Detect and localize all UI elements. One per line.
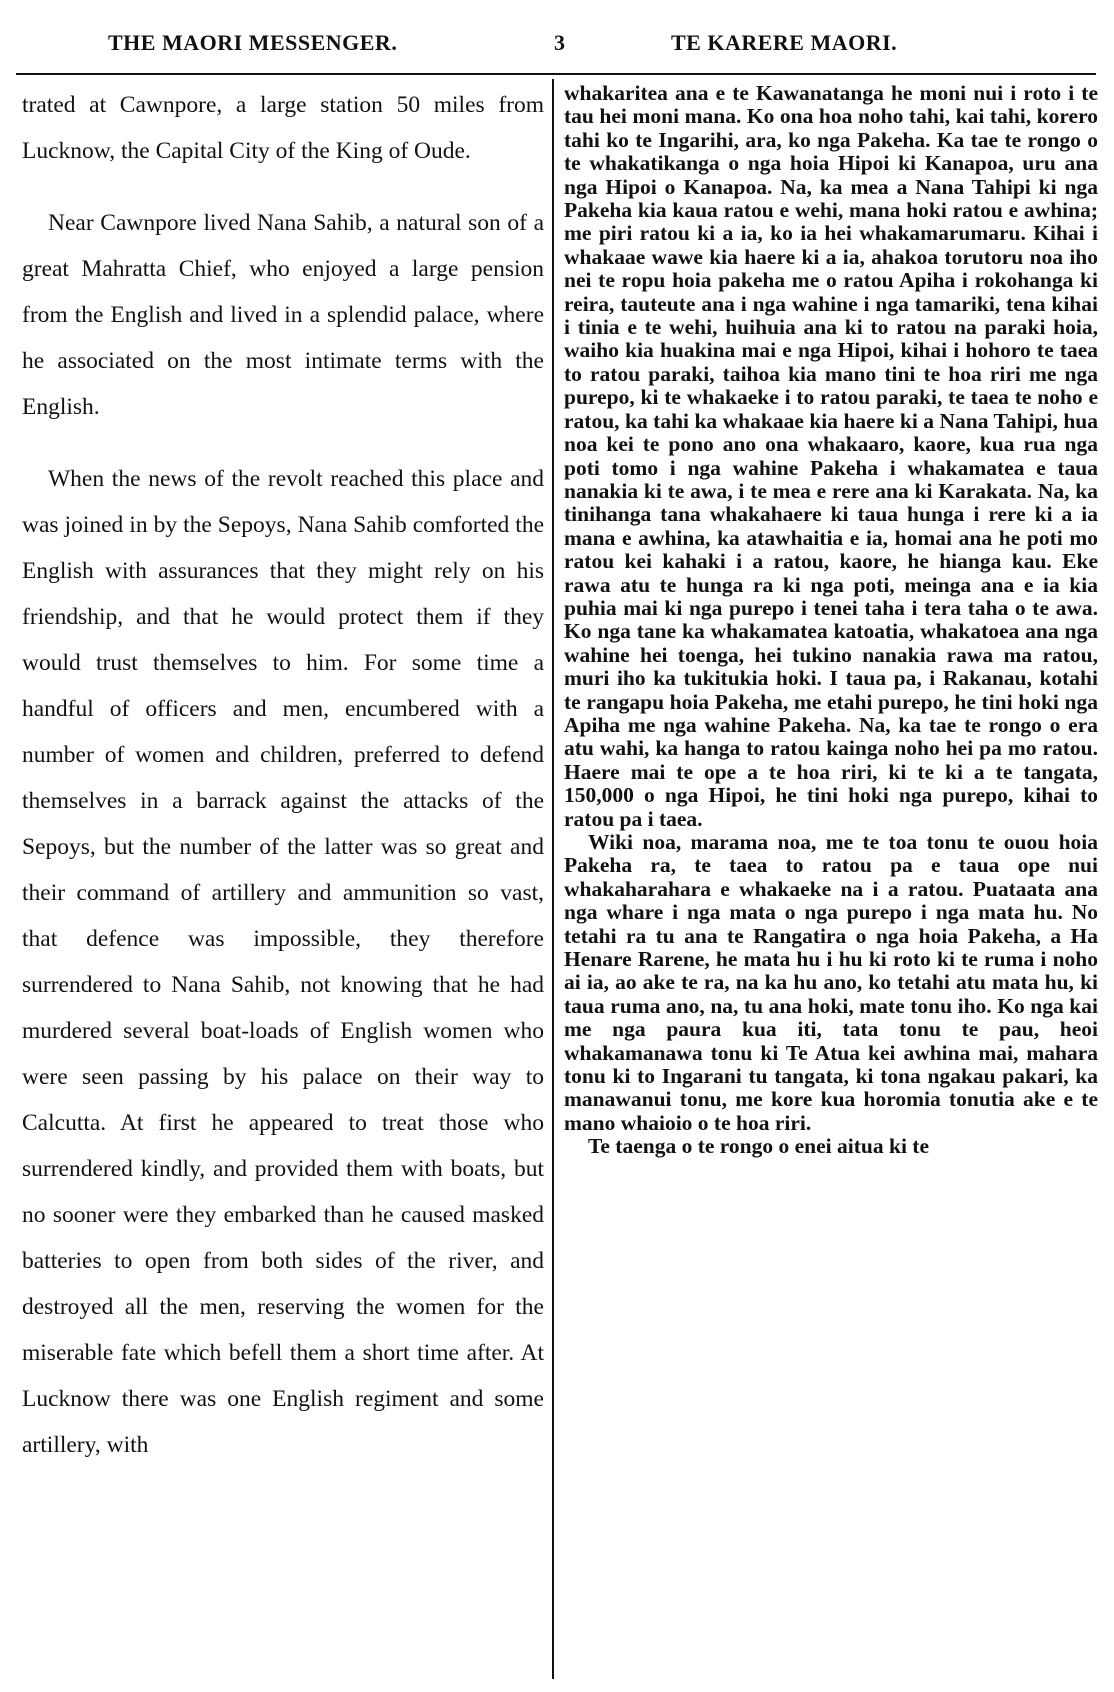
english-paragraph: Near Cawnpore lived Nana Sahib, a natural son of a great Mahratta Chief, who enjoyed a large pension from the English and lived in a splendid palace, where he associated on the most intimate terms with the English. <box>22 210 544 420</box>
maori-paragraph: Te taenga o te rongo o enei aitua ki te <box>588 1134 929 1159</box>
header-rule <box>16 73 1096 75</box>
english-paragraph: When the news of the revolt reached this place and was joined in by the Sepoys, Nana Sahib comforted the English with assurances that they might rely on his friendship, and that he would protect them if they would trust themselves to him. For some time a handful of officers and men, encumbered with a number of women and children, preferred to defend themselves in a barrack against the attacks of the Sepoys, but the number of the latter was so great and their command of artillery and ammunition so vast, that defence was impossible, they therefore surrendered to Nana Sahib, not knowing that he had murdered several boat-loads of English women who were seen passing by his palace on their way to Calcutta. At first he appeared to treat those who surrendered kindly, and provided them with boats, but no sooner were they embarked than he caused masked batteries to open from both sides of the river, and destroyed all the men, reserving the women for the miserable fate which befell them a short time after. At Lucknow there was one English regiment and some artillery, with <box>22 466 544 1458</box>
english-paragraph: trated at Cawnpore, a large station 50 miles from Lucknow, the Capital City of the King of Oude. <box>22 92 544 164</box>
english-column <box>22 82 544 1468</box>
maori-paragraph: whakaritea ana e te Kawanatanga he moni nui i roto i te tau hei moni mana. Ko ona hoa noho tahi, kai tahi, korero tahi ko te Ingarihi, ara, ko nga Pakeha. Ka tae te rongo o te whakatikanga o nga hoia Hipoi ki Kanapoa, uru ana nga Hipoi o Kanapoa. Na, ka mea a Nana Tahipi ki nga Pakeha kia kaua ratou e wehi, mana hoki ratou e awhina; me piri ratou ki a ia, ko ia hei whakamarumaru. Kihai i whakaae wawe kia haere ki a ia, ahakoa torutoru noa iho nei te ropu hoia pakeha me o ratou Apiha i rokohanga ki reira, tauteute ana i nga wahine i nga tamariki, tena kihai i tinia e te wehi, huihuia ana ki to ratou na paraki hoia, waiho kia huakina mai e nga Hipoi, kihai i hohoro te taea to ratou paraki, taihoa kia mano tini te hoa riri me nga purepo, ki te whakaeke i to ratou paraki, te taea te noho e ratou, ka tahi ka whakaae kia haere ki a Nana Tahipi, hua noa kei te pono ano ona whakaaro, kaore, kua rua nga poti tomo i nga wahine Pakeha i whakamatea e taua nanakia ki te awa, i te mea e rere ana ki Karakata. Na, ka tinihanga tana whakahaere ki taua hunga i rere ki a ia mana e awhina, ka atawhaitia e ia, homai ana he poti mo ratou kei kahaki i a ratou, kaore, he hianga kau. Eke rawa atu te hunga ra ki nga poti, meinga ana e ia kia puhia mai ki nga purepo i tenei taha i tera taha o te awa. Ko nga tane ka whakamatea katoatia, whakatoea ana nga wahine hei toenga, hei tukino nanakia rawa ma ratou, muri iho ka tukitukia hoki. I taua pa, i Rakanau, kotahi te rangapu hoia Pakeha, me etahi purepo, he tini hoki nga Apiha me nga wahine Pakeha. Na, ka tae te rongo o era atu wahi, ka hanga to ratou kainga noho hei pa mo ratou. Haere mai te ope a te hoa riri, ki te ki a te tangata, 150,000 o nga Hipoi, he tini hoki nga purepo, kihai to ratou pa i taea. <box>564 81 1098 831</box>
maori-paragraph: Wiki noa, marama noa, me te toa tonu te ouou hoia Pakeha ra, te taea to ratou pa e taua ope nui whakaharahara e whakaeke na i a ratou. Puataata ana nga whare i nga mata o nga purepo i nga mata hu. No tetahi ra tu ana te Rangatira o nga hoia Pakeha, a Ha Henare Rarene, he mata hu i hu ki roto ki te ruma i noho ai ia, ao ake te ra, na ka hu ano, ko tetahi atu mata hu, ki taua ruma ano, na, tu ana hoki, mate tonu iho. Ko nga kai me nga paura kua iti, tata tonu te pau, heoi whakamanawa tonu ki Te Atua kei awhina mai, mahara tonu ki to Ingarani tu tangata, ki tona ngakau pakari, ka manawanui tonu, me kore kua horomia tonutia ake e te mano whaioio o te hoa riri. <box>564 830 1098 1135</box>
paragraph-gap <box>22 174 544 200</box>
paragraph-gap <box>22 430 544 456</box>
column-divider <box>552 79 554 1679</box>
english-masthead-title: THE MAORI MESSENGER. <box>108 30 398 55</box>
page-header <box>108 30 948 64</box>
maori-masthead-title: TE KARERE MAORI. <box>671 30 898 55</box>
maori-column <box>564 82 1098 1159</box>
page-number: 3 <box>554 30 566 55</box>
